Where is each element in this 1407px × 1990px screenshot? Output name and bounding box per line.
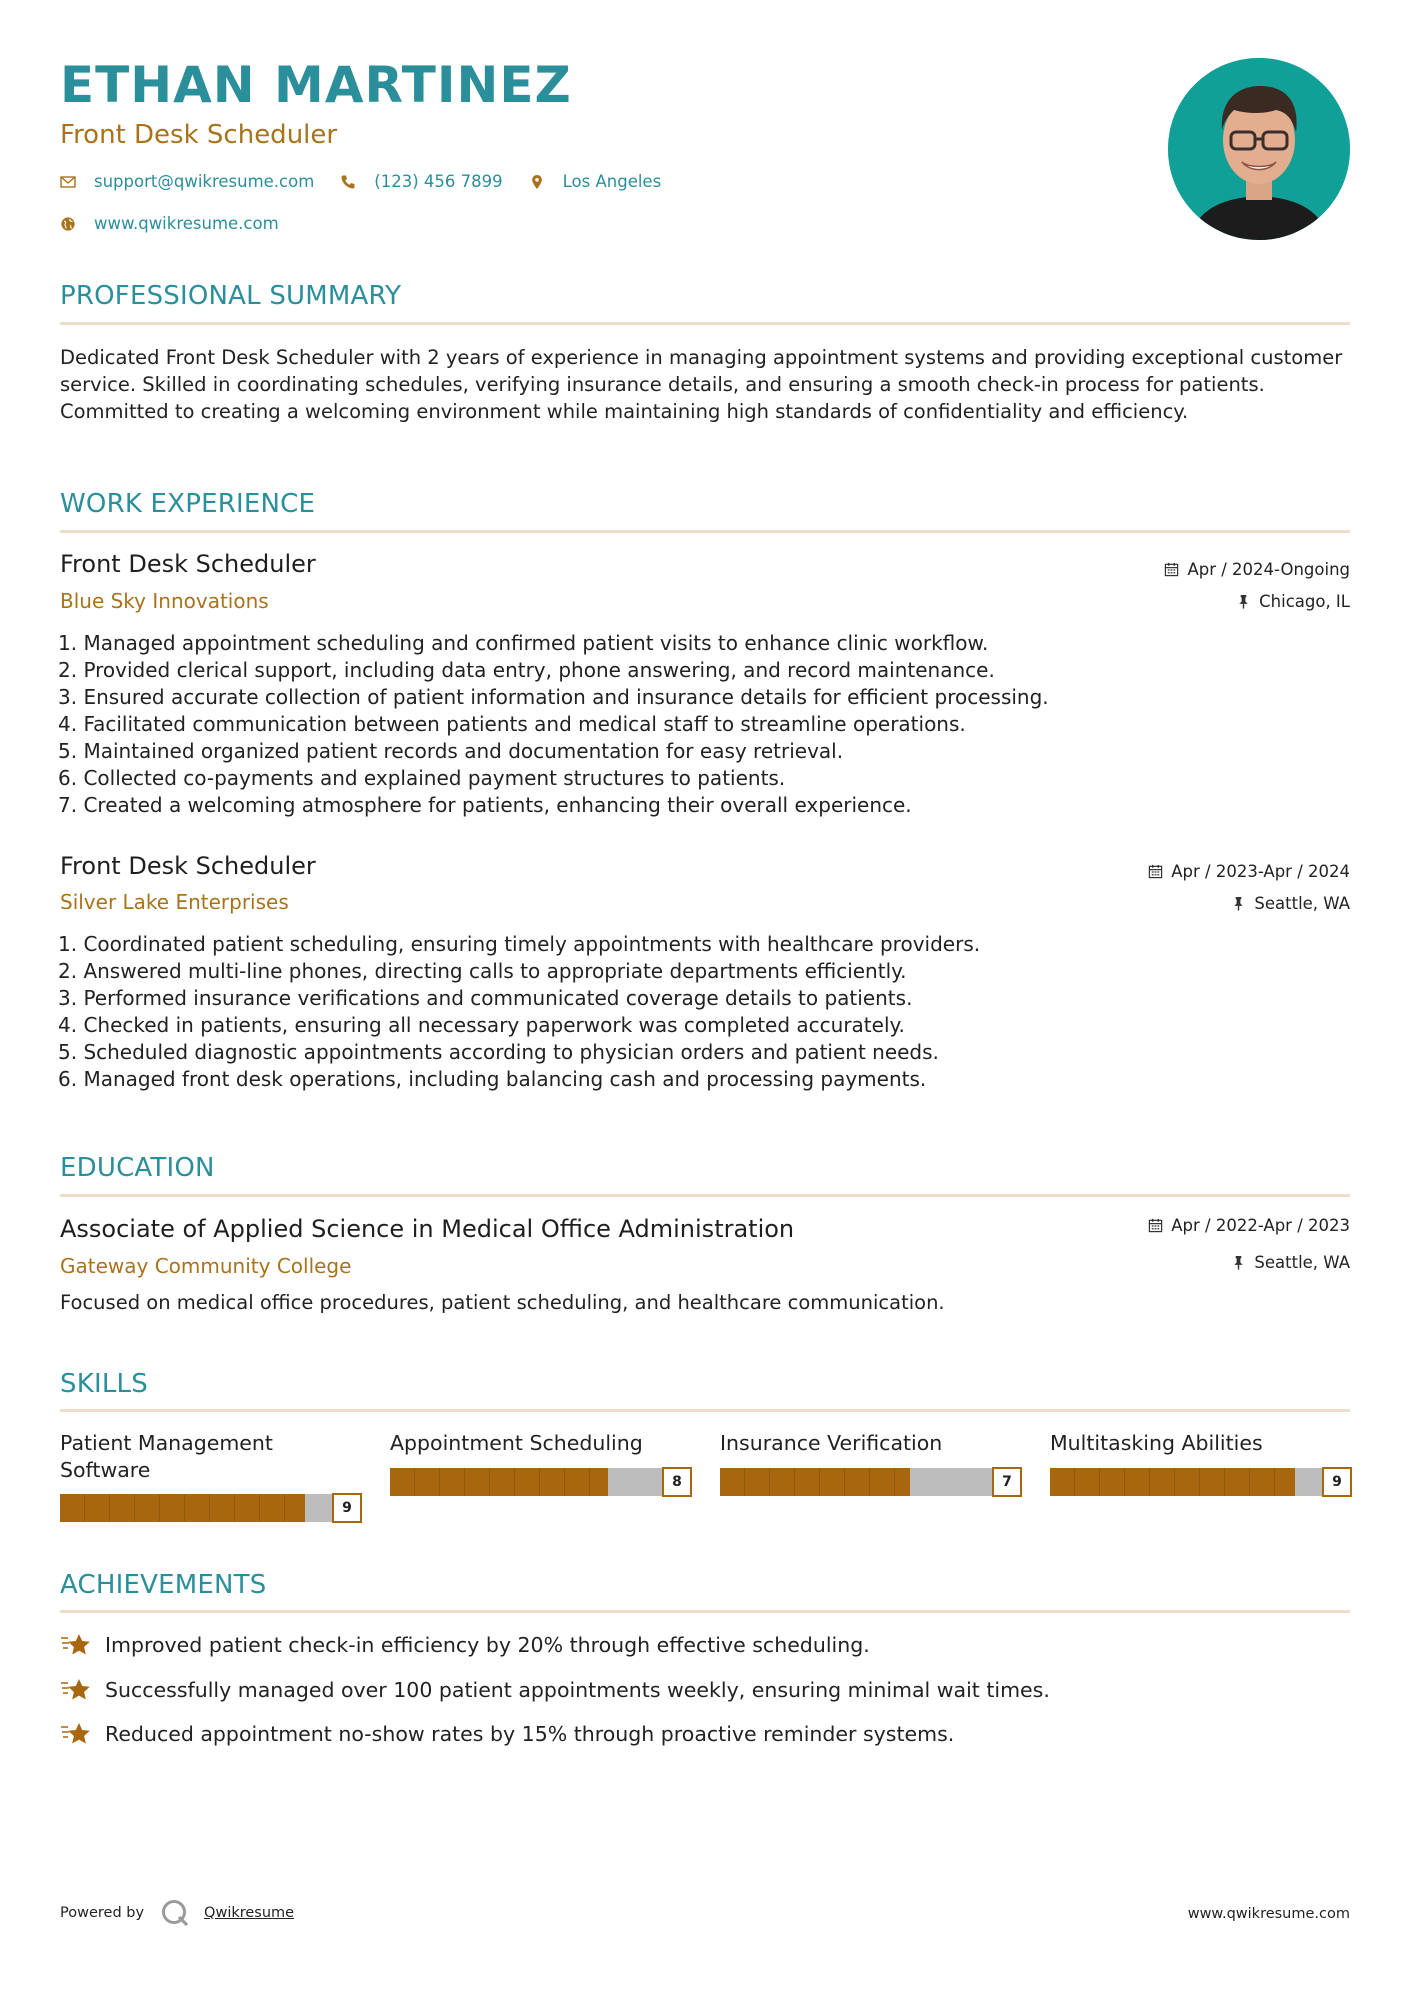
calendar-icon xyxy=(1148,1218,1163,1233)
list-item: 2. Answered multi-line phones, directing calls to appropriate departments efficiently. xyxy=(58,959,907,983)
job-title: Front Desk Scheduler xyxy=(60,852,316,880)
summary-text: Dedicated Front Desk Scheduler with 2 years of experience in managing appointment systems and providing exceptional customer service. Skilled in coordinating schedules, verifying insurance details, and ensuring a smooth check-in process for patients. Committed to creating a welcoming environment while maintaining high standards of confidentiality and efficiency. xyxy=(60,346,1343,423)
list-item: 5. Scheduled diagnostic appointments according to physician orders and patient needs. xyxy=(58,1040,939,1064)
list-item: 4. Facilitated communication between patients and medical staff to streamline operations. xyxy=(58,712,966,736)
education-dates xyxy=(1148,1216,1350,1235)
calendar-icon xyxy=(1164,562,1179,577)
list-item: 5. Maintained organized patient records and documentation for easy retrieval. xyxy=(58,739,844,763)
job-bullets xyxy=(58,630,1348,819)
section-divider xyxy=(60,322,1350,325)
skill-level-badge: 9 xyxy=(1322,1467,1352,1497)
job-bullets xyxy=(58,931,1348,1093)
job-location xyxy=(1236,592,1350,611)
candidate-title: Front Desk Scheduler xyxy=(60,120,338,150)
experience-heading: WORK EXPERIENCE xyxy=(60,489,316,519)
list-item: 6. Managed front desk operations, including balancing cash and processing payments. xyxy=(58,1067,927,1091)
school-name: Gateway Community College xyxy=(60,1254,352,1278)
website-text: www.qwikresume.com xyxy=(94,214,279,233)
skill-name: Patient Management Software xyxy=(60,1431,273,1482)
star-icon xyxy=(60,1721,92,1747)
job-dates xyxy=(1164,560,1350,579)
profile-photo xyxy=(1168,58,1350,240)
skill-fill xyxy=(390,1468,608,1496)
skill-bar xyxy=(1050,1468,1342,1496)
qwikresume-logo-icon xyxy=(160,1898,190,1928)
section-divider xyxy=(60,1409,1350,1412)
star-icon xyxy=(60,1677,92,1703)
list-item: 3. Ensured accurate collection of patient information and insurance details for efficient processing. xyxy=(58,685,1049,709)
job-company: Silver Lake Enterprises xyxy=(60,890,289,914)
achievement-text: Reduced appointment no-show rates by 15% through proactive reminder systems. xyxy=(105,1722,955,1746)
list-item: 1. Coordinated patient scheduling, ensuring timely appointments with healthcare providers. xyxy=(58,932,981,956)
list-item: 7. Created a welcoming atmosphere for patients, enhancing their overall experience. xyxy=(58,793,912,817)
section-divider xyxy=(60,1610,1350,1613)
skill-name: Multitasking Abilities xyxy=(1050,1431,1263,1455)
skill-item xyxy=(390,1430,690,1490)
footer-powered-by xyxy=(60,1898,294,1928)
skill-name: Insurance Verification xyxy=(720,1431,943,1455)
job-title: Front Desk Scheduler xyxy=(60,550,316,578)
education-description: Focused on medical office procedures, patient scheduling, and healthcare communication. xyxy=(60,1291,945,1314)
job-location xyxy=(1231,894,1350,913)
phone-icon xyxy=(340,174,356,190)
skill-bar xyxy=(720,1468,1012,1496)
job-location-text: Chicago, IL xyxy=(1259,592,1350,611)
education-dates-text: Apr / 2022-Apr / 2023 xyxy=(1171,1216,1350,1235)
skill-item xyxy=(1050,1430,1350,1490)
skill-bar xyxy=(390,1468,682,1496)
section-divider xyxy=(60,1194,1350,1197)
skill-level-badge: 8 xyxy=(662,1467,692,1497)
powered-by-label: Powered by xyxy=(60,1905,145,1921)
email-text: support@qwikresume.com xyxy=(94,172,315,191)
skill-fill xyxy=(720,1468,910,1496)
skill-bar xyxy=(60,1494,352,1522)
job-dates-text: Apr / 2024-Ongoing xyxy=(1187,560,1350,579)
envelope-icon xyxy=(60,174,76,190)
job-dates xyxy=(1148,862,1350,881)
calendar-icon xyxy=(1148,864,1163,879)
list-item: 2. Provided clerical support, including data entry, phone answering, and record maintenance. xyxy=(58,658,995,682)
degree-title: Associate of Applied Science in Medical Office Administration xyxy=(60,1215,795,1243)
achievement-text: Successfully managed over 100 patient appointments weekly, ensuring minimal wait times. xyxy=(105,1678,1050,1702)
email-item[interactable] xyxy=(60,172,314,191)
phone-item[interactable] xyxy=(340,172,502,191)
map-pin-icon xyxy=(529,174,545,190)
skills-heading: SKILLS xyxy=(60,1369,148,1399)
achievement-text: Improved patient check-in efficiency by 20% through effective scheduling. xyxy=(105,1633,870,1657)
location-text: Los Angeles xyxy=(562,172,662,191)
achievement-item xyxy=(60,1677,1050,1703)
education-location-text: Seattle, WA xyxy=(1254,1253,1350,1272)
education-heading: EDUCATION xyxy=(60,1153,215,1183)
contact-row-2 xyxy=(60,214,305,233)
phone-text: (123) 456 7899 xyxy=(374,172,503,191)
pushpin-icon xyxy=(1231,1255,1246,1270)
skill-item xyxy=(60,1430,360,1516)
skill-fill xyxy=(1050,1468,1295,1496)
star-icon xyxy=(60,1632,92,1658)
skill-fill xyxy=(60,1494,305,1522)
list-item: 4. Checked in patients, ensuring all necessary paperwork was completed accurately. xyxy=(58,1013,905,1037)
achievement-item xyxy=(60,1632,870,1658)
footer-website[interactable]: www.qwikresume.com xyxy=(1187,1906,1350,1922)
qwikresume-link[interactable]: Qwikresume xyxy=(204,1905,295,1921)
list-item: 1. Managed appointment scheduling and confirmed patient visits to enhance clinic workflow. xyxy=(58,631,989,655)
job-location-text: Seattle, WA xyxy=(1254,894,1350,913)
pushpin-icon xyxy=(1236,594,1251,609)
skill-level-badge: 9 xyxy=(332,1493,362,1523)
education-location xyxy=(1231,1253,1350,1272)
achievements-heading: ACHIEVEMENTS xyxy=(60,1570,267,1600)
summary-heading: PROFESSIONAL SUMMARY xyxy=(60,281,402,311)
person-portrait-icon xyxy=(1168,58,1350,240)
location-item xyxy=(529,172,662,191)
achievement-item xyxy=(60,1721,954,1747)
job-company: Blue Sky Innovations xyxy=(60,589,269,613)
contact-row xyxy=(60,172,687,191)
globe-icon xyxy=(60,216,76,232)
section-divider xyxy=(60,530,1350,533)
website-item[interactable] xyxy=(60,214,279,233)
candidate-name: ETHAN MARTINEZ xyxy=(60,56,572,114)
job-dates-text: Apr / 2023-Apr / 2024 xyxy=(1171,862,1350,881)
list-item: 6. Collected co-payments and explained payment structures to patients. xyxy=(58,766,786,790)
list-item: 3. Performed insurance verifications and communicated coverage details to patients. xyxy=(58,986,913,1010)
skill-name: Appointment Scheduling xyxy=(390,1431,643,1455)
skill-item xyxy=(720,1430,1020,1490)
pushpin-icon xyxy=(1231,896,1246,911)
skill-level-badge: 7 xyxy=(992,1467,1022,1497)
